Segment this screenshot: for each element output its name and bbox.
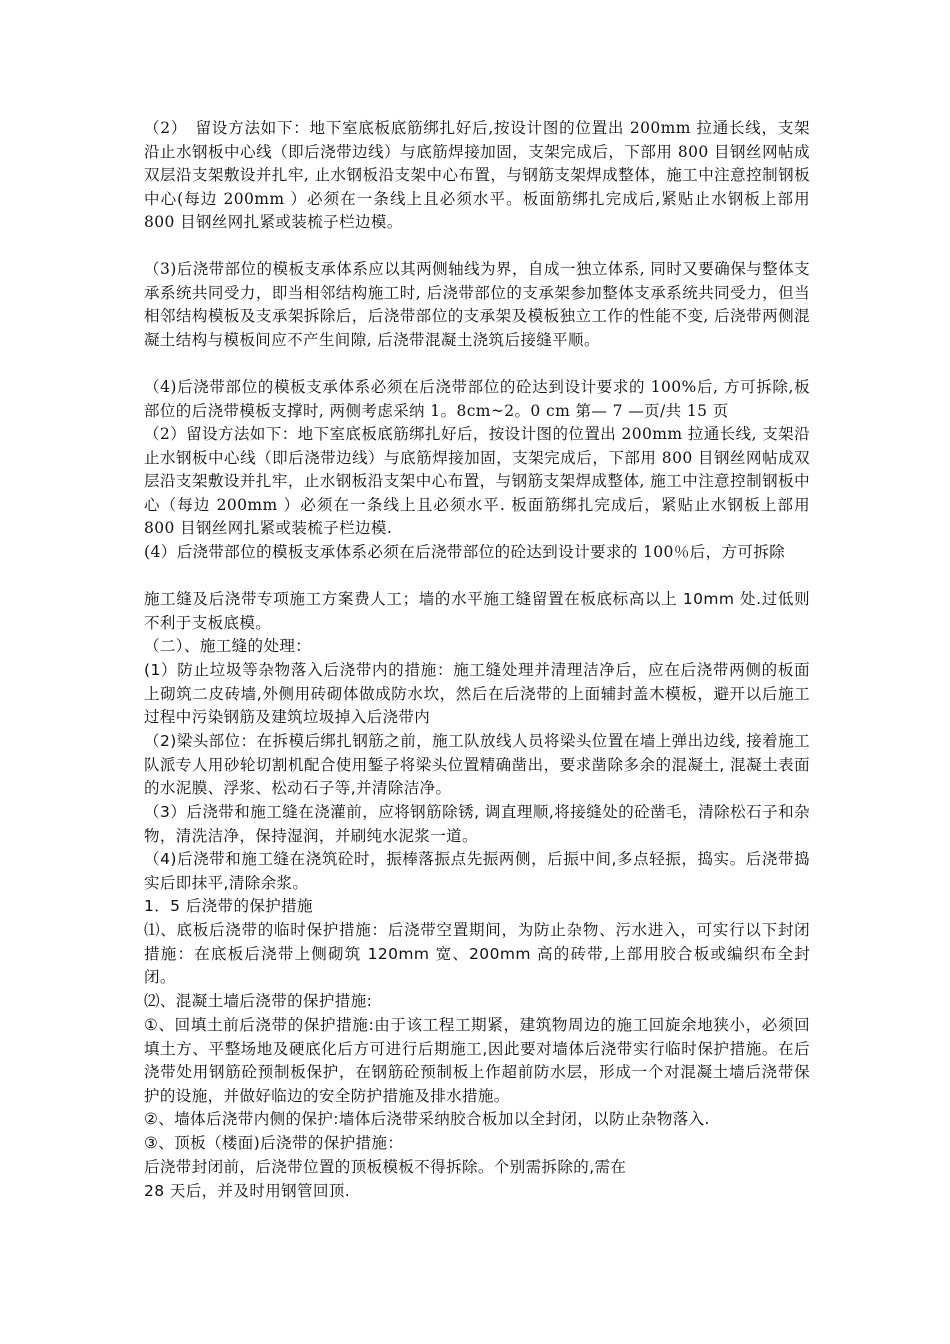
subsection-heading: 1．5 后浇带的保护措施 <box>144 897 313 915</box>
paragraph-17: 28 天后，并及时用钢管回顶. <box>144 1182 351 1200</box>
paragraph-3: （4)后浇带部位的模板支承体系必须在后浇带部位的砼达到设计要求的 100%后, 方可拆除,板部位的后浇带模板支撑时, 两侧考虑采纳 1。8cm~2。0 cm 第— 7 —页/共 15 页 <box>144 378 810 420</box>
paragraph-15: ③、顶板（楼面)后浇带的保护措施： <box>144 1134 404 1152</box>
paragraph-10: （4)后浇带和施工缝在浇筑砼时，振棒落振点先振两侧，后振中间,多点轻振，捣实。后浇带捣实后即抹平,清除余浆。 <box>144 850 810 892</box>
paragraph-7: (1）防止垃圾等杂物落入后浇带内的措施：施工缝处理并清理洁净后，应在后浇带两侧的板面上砌筑二皮砖墙,外侧用砖砌体做成防水坎，然后在后浇带的上面辅封盖木模板，避开以后施工过程中污染钢筋及建筑垃圾掉入后浇带内 <box>144 661 810 726</box>
paragraph-2: （3)后浇带部位的模板支承体系应以其两侧轴线为界，自成一独立体系, 同时又要确保与整体支承系统共同受力，即当相邻结构施工时, 后浇带部位的支承架参加整体支承系统共同受力，但当相邻结构模板及支承架拆除后，后浇带部位的支承架及模板独立工作的性能不变, 后浇带两侧混凝土结构与模板间应不产生间隙, 后浇带混凝土浇筑后接缝平顺。 <box>144 260 810 349</box>
section-heading: （二）、施工缝的处理： <box>144 637 312 655</box>
paragraph-12: ⑵、混凝土墙后浇带的保护措施: <box>144 992 373 1010</box>
paragraph-14: ②、墙体后浇带内侧的保护:墙体后浇带采纳胶合板加以全封闭，以防止杂物落入. <box>144 1110 710 1128</box>
paragraph-13: ①、回填土前后浇带的保护措施:由于该工程工期紧，建筑物周边的施工回旋余地狭小，必须回填土方、平整场地及硬底化后方可进行后期施工,因此要对墙体后浇带实行临时保护措施。在后浇带处用钢筋砼预制板保护，在钢筋砼预制板上作超前防水层，形成一个对混凝土墙后浇带保护的设施，并做好临边的安全防护措施及排水措施。 <box>144 1016 810 1105</box>
paragraph-1: （2） 留设方法如下：地下室底板底筋绑扎好后,按设计图的位置出 200mm 拉通长线，支架沿止水钢板中心线（即后浇带边线）与底筋焊接加固，支架完成后，下部用 800 目钢丝网帖成双层沿支架敷设并扎牢, 止水钢板沿支架中心布置，与钢筋支架焊成整体，施工中注意控制钢板中心(每边 200mm ）必须在一条线上且必须水平。板面筋绑扎完成后,紧贴止水钢板上部用 800 目钢丝网扎紧或装梳子栏边模。 <box>144 119 810 231</box>
paragraph-11: ⑴、底板后浇带的临时保护措施：后浇带空置期间，为防止杂物、污水进入，可实行以下封闭措施：在底板后浇带上侧砌筑 120mm 宽、200mm 高的砖带,上部用胶合板或编织布全封闭。 <box>144 921 810 986</box>
paragraph-8: （2)梁头部位：在拆模后绑扎钢筋之前，施工队放线人员将梁头位置在墙上弹出边线, 接着施工队派专人用砂轮切割机配合使用錾子将梁头位置精确凿出，要求凿除多余的混凝土, 混凝土表面的水泥膜、浮浆、松动石子等,并清除洁净。 <box>144 732 810 797</box>
paragraph-16: 后浇带封闭前，后浇带位置的顶板模板不得拆除。个别需拆除的,需在 <box>144 1158 627 1176</box>
paragraph-9: （3）后浇带和施工缝在浇灌前，应将钢筋除锈, 调直理顺,将接缝处的砼凿毛，清除松石子和杂物，清洗洁净，保持湿润，并刷纯水泥浆一道。 <box>144 803 810 845</box>
paragraph-6: 施工缝及后浇带专项施工方案费人工；墙的水平施工缝留置在板底标高以上 10mm 处.过低则不利于支板底模。 <box>144 590 810 632</box>
paragraph-4: （2）留设方法如下：地下室底板底筋绑扎好后，按设计图的位置出 200mm 拉通长线, 支架沿止水钢板中心线（即后浇带边线）与底筋焊接加固，支架完成后，下部用 800 目钢丝网帖成双层沿支架敷设并扎牢，止水钢板沿支架中心布置，与钢筋支架焊成整体, 施工中注意控制钢板中心（每边 200mm ）必须在一条线上且必须水平. 板面筋绑扎完成后，紧贴止水钢板上部用 800 目钢丝网扎紧或装梳子栏边模. <box>144 425 810 537</box>
paragraph-5: (4）后浇带部位的模板支承体系必须在后浇带部位的砼达到设计要求的 100％后，方可拆除 <box>144 543 786 561</box>
